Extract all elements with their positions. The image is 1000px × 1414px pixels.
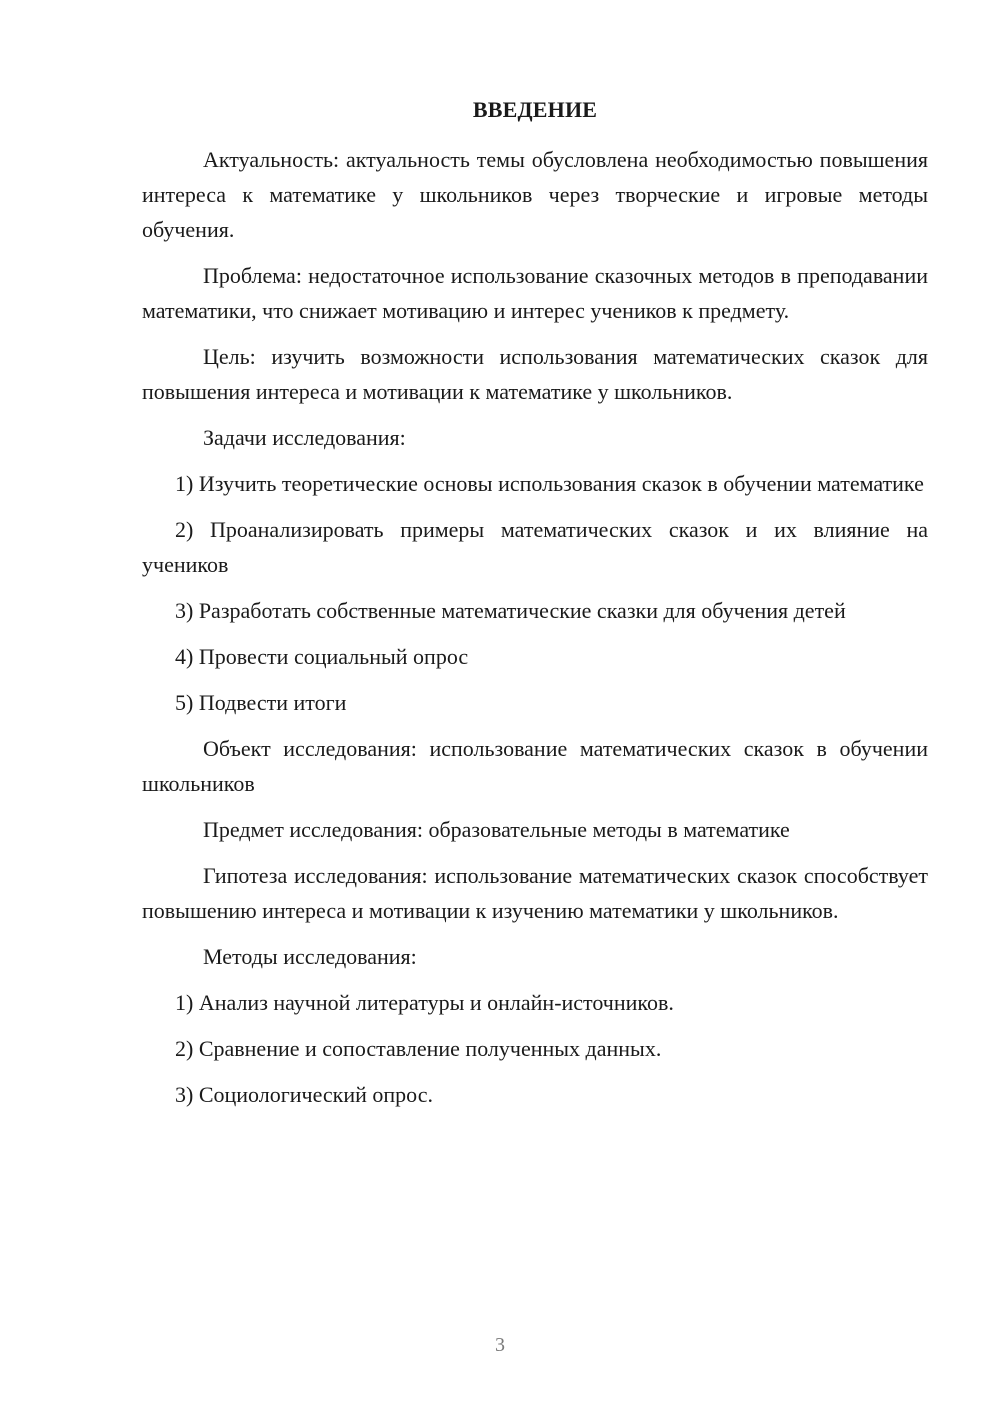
task-item-2: 2) Проанализировать примеры математических сказок и их влияние на учеников	[142, 517, 928, 577]
subject-paragraph: Предмет исследования: образовательные методы в математике	[203, 817, 790, 842]
task-item-3: 3) Разработать собственные математические сказки для обучения детей	[175, 598, 846, 623]
document-page	[142, 92, 928, 1123]
problem-paragraph: Проблема: недостаточное использование сказочных методов в преподавании математики, что снижает мотивацию и интерес учеников к предмету.	[142, 263, 928, 323]
hypothesis-paragraph: Гипотеза исследования: использование математических сказок способствует повышению интереса и мотивации к изучению математики у школьников.	[142, 863, 928, 923]
page-number: 3	[495, 1334, 505, 1356]
method-item-1: 1) Анализ научной литературы и онлайн-источников.	[175, 990, 674, 1015]
task-item-4: 4) Провести социальный опрос	[175, 644, 469, 669]
method-item-2: 2) Сравнение и сопоставление полученных данных.	[175, 1036, 662, 1061]
tasks-title: Задачи исследования:	[203, 425, 406, 450]
methods-title: Методы исследования:	[203, 944, 417, 969]
method-item-3: 3) Социологический опрос.	[175, 1082, 433, 1107]
object-paragraph: Объект исследования: использование математических сказок в обучении школьников	[142, 736, 928, 796]
section-heading: ВВЕДЕНИЕ	[472, 97, 598, 122]
goal-paragraph: Цель: изучить возможности использования математических сказок для повышения интереса и мотивации к математике у школьников.	[142, 344, 928, 404]
relevance-paragraph: Актуальность: актуальность темы обусловлена необходимостью повышения интереса к математике у школьников через творческие и игровые методы обучения.	[142, 147, 928, 242]
task-item-5: 5) Подвести итоги	[175, 690, 347, 715]
task-item-1: 1) Изучить теоретические основы использования сказок в обучении математике	[175, 471, 924, 496]
